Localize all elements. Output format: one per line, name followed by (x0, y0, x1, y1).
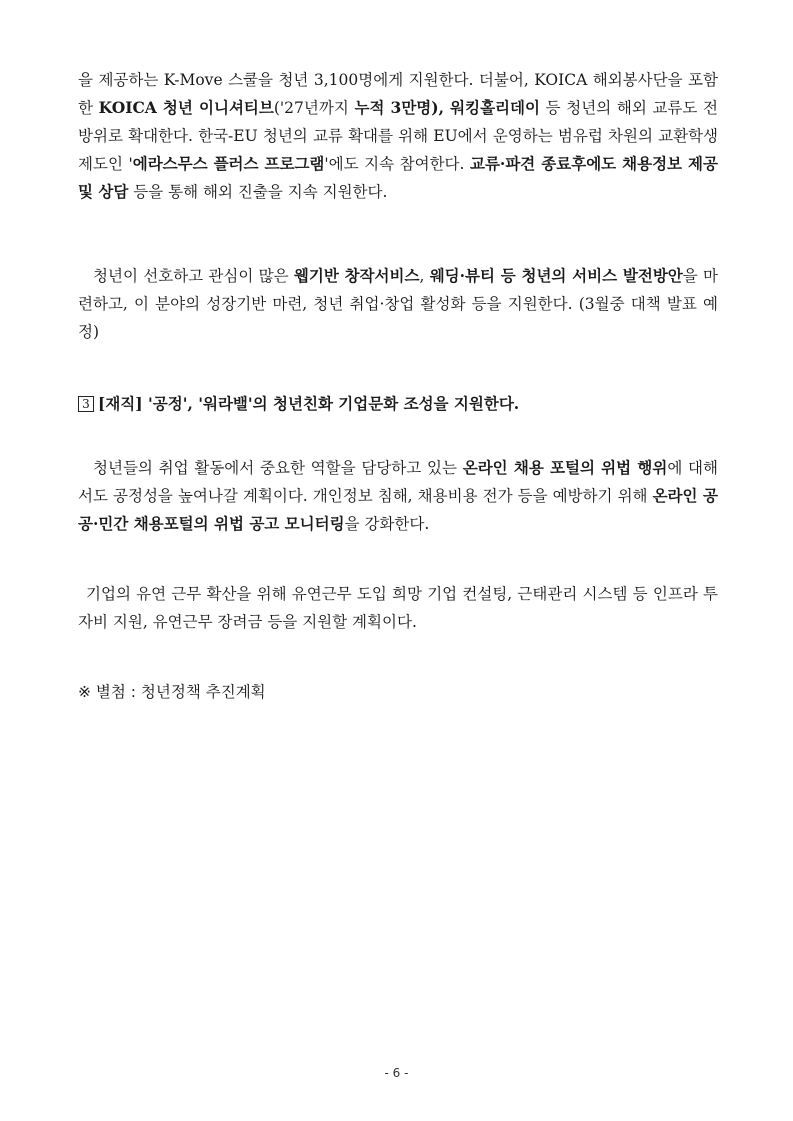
section-number-box: 3 (78, 396, 94, 412)
text-run: , (419, 267, 430, 285)
bold-run: 누적 3만명), 워킹홀리데이 (354, 98, 540, 117)
text-run: 등을 통해 해외 진출을 지속 지원한다. (128, 183, 388, 201)
section-title: [재직] '공정', '워라밸'의 청년친화 기업문화 조성을 지원한다. (98, 394, 520, 413)
text-run: ('27년까지 (273, 99, 355, 117)
text-run: 에 대해서도 공정성을 높여나갈 계획이다. 개인정보 침해, 채용비용 전가 등을 예방하기 위해 (78, 459, 718, 505)
bold-run: KOICA 청년 이니셔티브 (98, 98, 274, 117)
attachment-note: ※ 별첨 : 청년정책 추진계획 (78, 683, 266, 701)
text-run: '에도 지속 참여한다. (324, 155, 470, 173)
text-run: 을 제공하는 K-Move 스쿨을 청년 3,100명에게 지원한다. 더불어, KOICA 해외봉사단을 포함한 (78, 71, 718, 117)
text-run: 을 강화한다. (344, 515, 430, 533)
bold-run: 웹기반 창작서비스 (293, 266, 420, 285)
paragraph-flexible-work (78, 580, 718, 636)
bold-run: 교류·파견 종료후에도 채용정보 제공 및 상담 (78, 154, 718, 201)
bold-run: 에라스무스 플러스 프로그램 (132, 154, 325, 173)
bold-run: 온라인 공공·민간 채용포털의 위법 공고 모니터링 (78, 486, 718, 533)
paragraph-job-portal (78, 454, 718, 538)
text-run: 기업의 유연 근무 확산을 위해 유연근무 도입 희망 기업 컨설팅, 근태관리 시스템 등 인프라 투자비 지원, 유연근무 장려금 등을 지원할 계획이다. (78, 585, 718, 631)
page-number: - 6 - (384, 1066, 409, 1080)
text-run: 을 마련하고, 이 분야의 성장기반 마련, 청년 취업·창업 활성화 등을 지원한다. (3월중 대책 발표 예정) (78, 267, 719, 341)
text-run: 등 청년의 해외 교류도 전방위로 확대한다. 한국-EU 청년의 교류 확대를 위해 EU에서 운영하는 범유럽 차원의 교환학생 제도인 ' (78, 99, 718, 173)
text-run: 청년이 선호하고 관심이 많은 (93, 267, 294, 285)
bold-run: 웨딩·뷰티 등 청년의 서비스 발전방안 (429, 266, 683, 285)
bold-run: 온라인 채용 포털의 위법 행위 (462, 458, 668, 477)
paragraph-service-industry (78, 262, 718, 346)
paragraph-overseas-exchange (78, 66, 718, 206)
text-run: 청년들의 취업 활동에서 중요한 역할을 담당하고 있는 (93, 459, 463, 477)
section-heading (78, 390, 718, 418)
